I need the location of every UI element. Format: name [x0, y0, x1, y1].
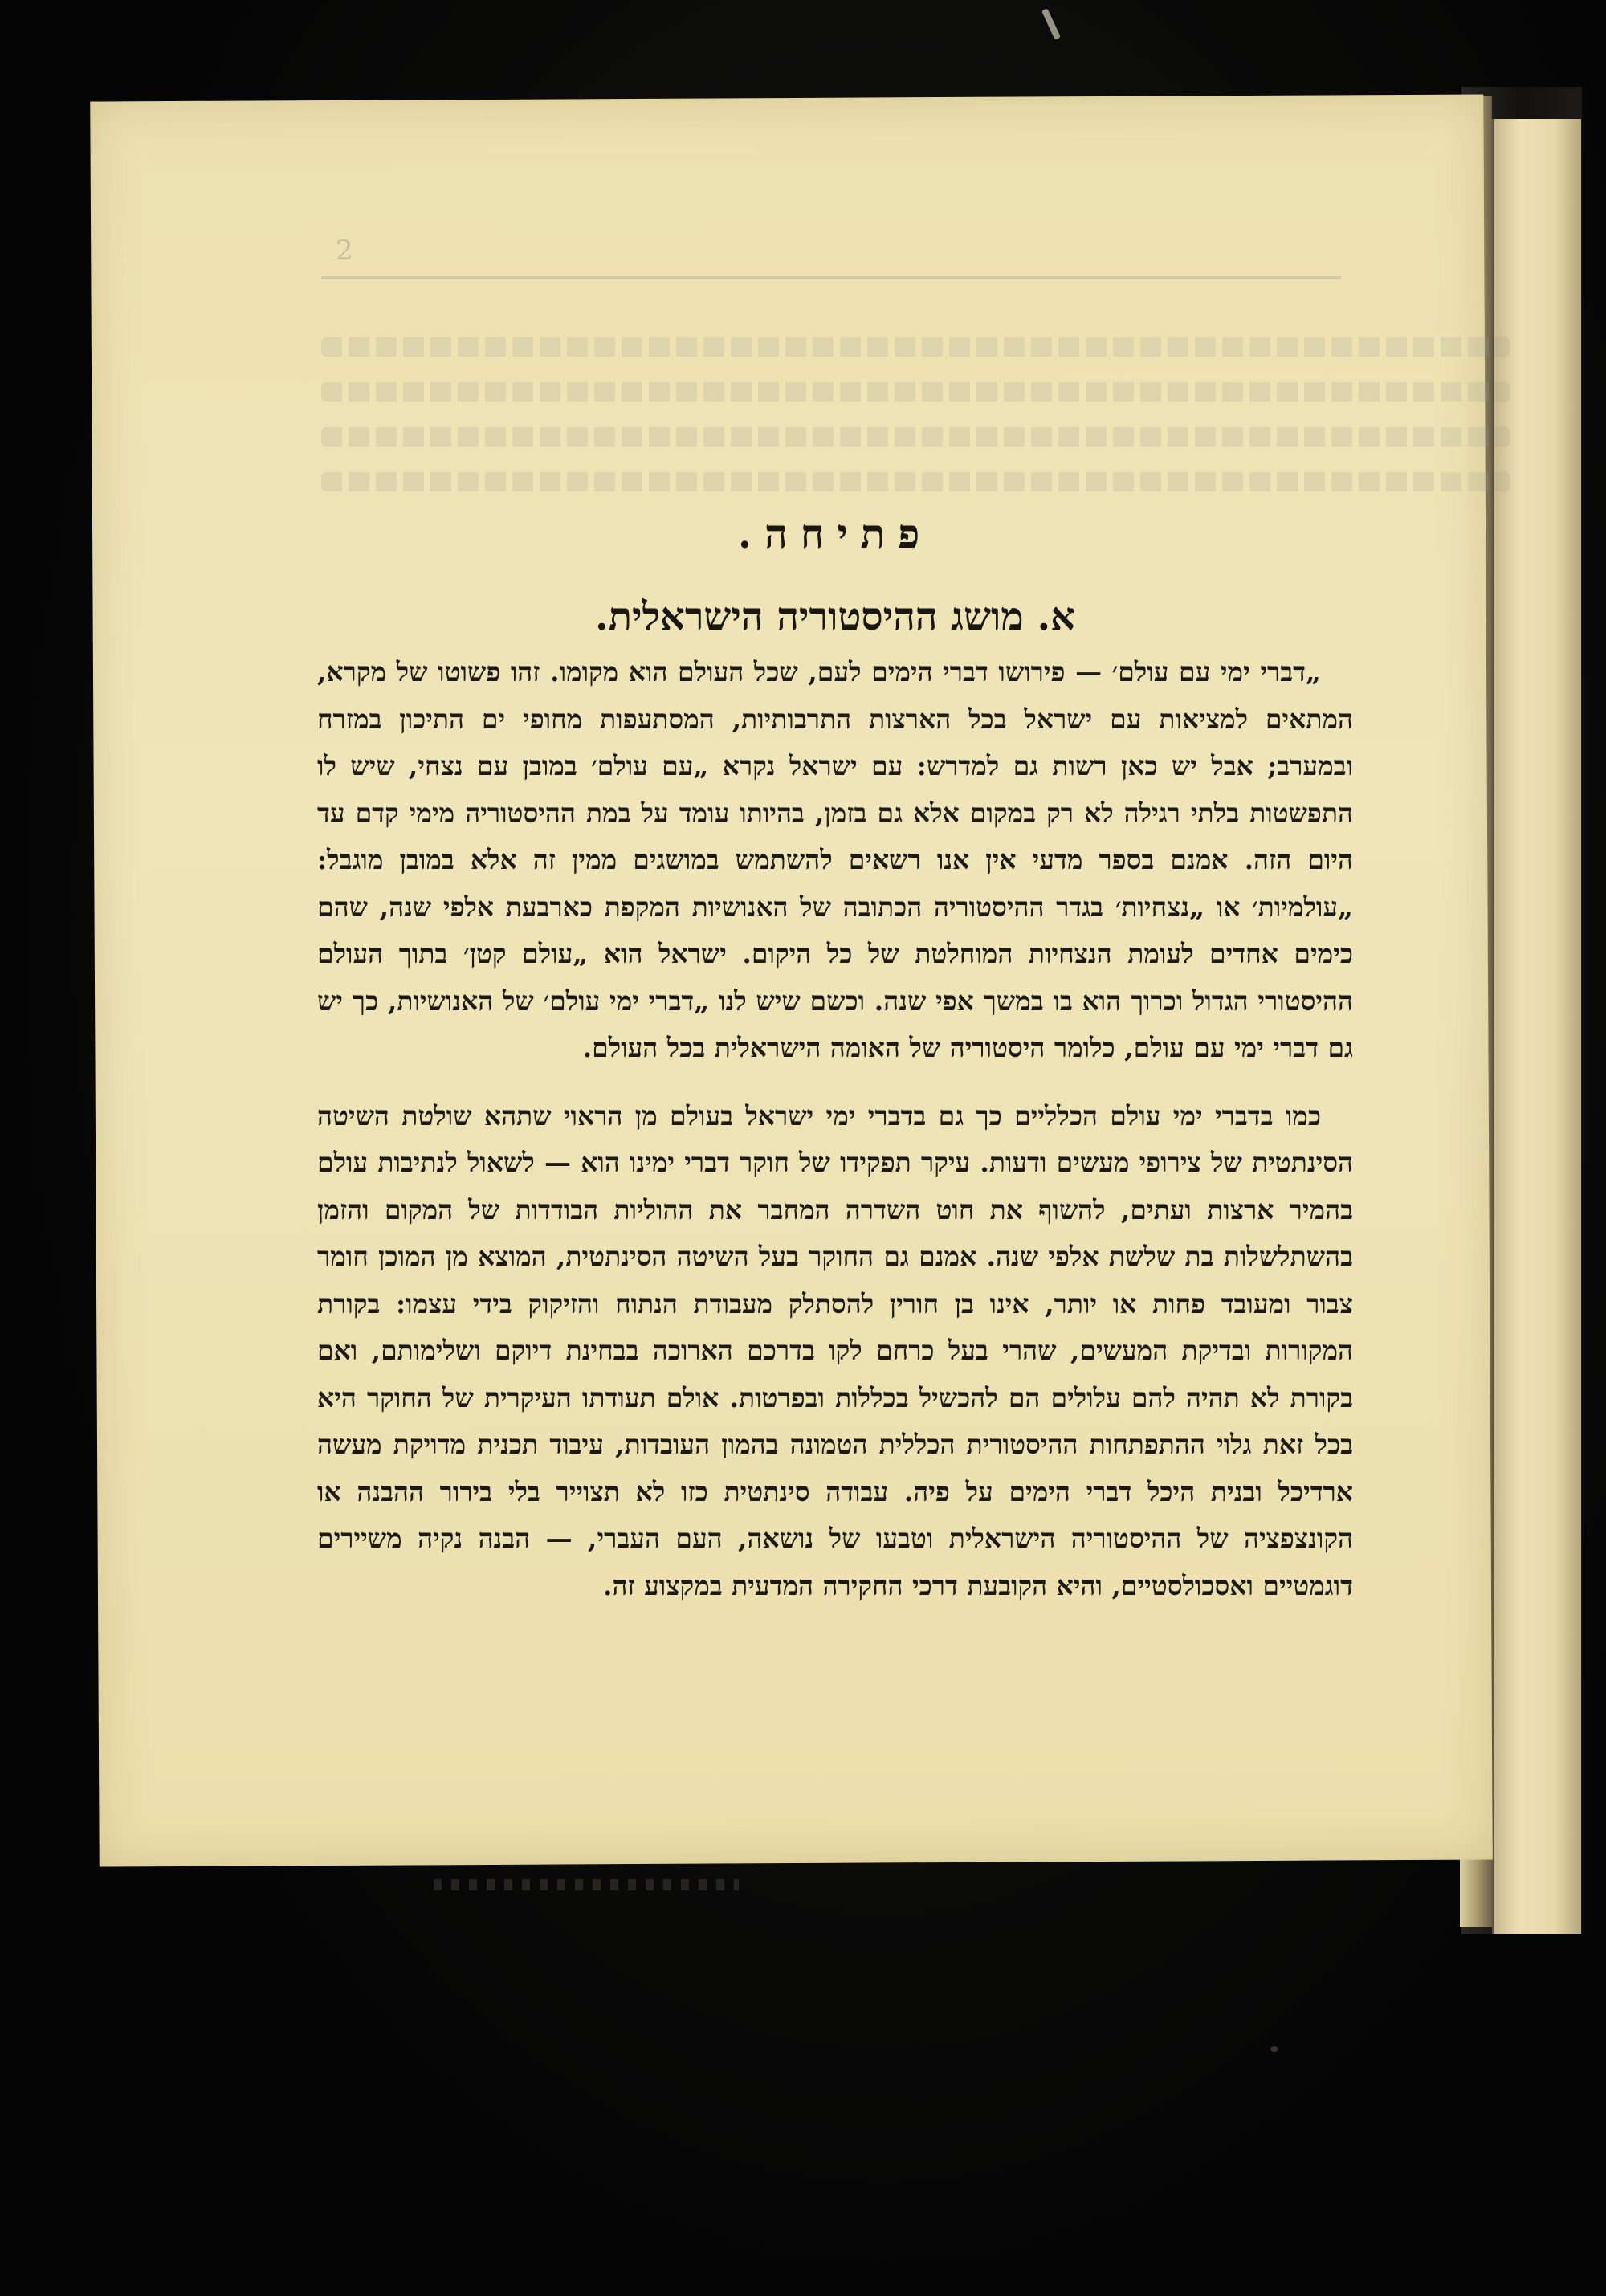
- paragraph: „דברי ימי עם עולם׳ — פירושו דברי הימים לעם, שכל העולם הוא מקומו. זהו פשוטו של מקרא, המתאים למציאות עם ישראל בכל הארצות התרבותיות, המסתעפות מחופי ים התיכון במזרח ובמערב; אבל יש כאן רשות גם למדרש: עם ישראל נקרא „עם עולם׳ במובן עם נצחי, שיש לו התפשטות בלתי רגילה לא רק במקום אלא גם בזמן, בהיותו עומד על במת ההיסטוריה מימי קדם עד היום הזה. אמנם בספר מדעי אין אנו רשאים להשתמש במושגים ממין זה אלא במובן מוגבל: „עולמיות׳ או „נצחיות׳ בגדר ההיסטוריה הכתובה של האנושיות המקפת כארבעת אלפי שנה, שהם כימים אחדים לעומת הנצחיות המוחלטת של כל היקום. ישראל הוא „עולם קטן׳ בתוך העולם ההיסטורי הגדול וכרוך הוא בו במשך אפי שנה. וכשם שיש לנו „דברי ימי עולם׳ של האנושיות, כך יש גם דברי ימי עם עולם, כלומר היסטוריה של האומה הישראלית בכל העולם.: [317, 656, 1353, 1063]
- bleed-through-line: [321, 472, 1510, 491]
- chapter-title: פתיחה.: [737, 510, 933, 557]
- paragraph: כמו בדברי ימי עולם הכלליים כך גם בדברי ימי ישראל בעולם מן הראוי שתהא שולטת השיטה הסינתטית של צירופי מעשים ודעות. עיקר תפקידו של חוקר דברי ימינו הוא — לשאול לנתיבות עולם בהמיר ארצות ועתים, להשוף את חוט השדרה המחבר את ההוליות הבודדות של המקום והזמן בהשתלשלות בת שלשת אלפי שנה. אמנם גם החוקר בעל השיטה הסינתטית, המוצא מן המוכן חומר צבור ומעובד פחות או יותר, אינו בן חורין להסתלק מעבודת הנתוח והזיקוק בידי עצמו: בקורת המקורות ובדיקת המעשים, שהרי בעל כרחם לקו בדרכם הארוכה בבחינת דיוקם ושלימותם, ואם בקורת לא תהיה להם עלולים הם להכשיל בכללות ובפרטות. אולם תעודתו העיקרית של החוקר היא בכל זאת גלוי ההתפתחות ההיסטורית הכללית הטמונה בהמון העובדות, עיבוד תכנית מדויקת מעשה ארדיכל ובנית היכל דברי הימים על פיה. עבודה סינתטית כזו לא תצוייר בלי בירור ההבנה או הקונצפציה של ההיסטוריה הישראלית וטבעו של נושאה, העם העברי, — הבנה נקיה משיירים דוגמטיים ואסכולסטיים, והיא הקובעת דרכי החקירה המדעית במקצוע זה.: [317, 1099, 1353, 1601]
- ink-smudge: [434, 1879, 739, 1890]
- bleed-through-line: [321, 427, 1510, 447]
- ink-dot: [1270, 2046, 1278, 2052]
- bleed-through-line: [321, 337, 1510, 357]
- bleed-through-header-rule: [321, 276, 1341, 279]
- body-text: [317, 649, 1353, 1609]
- bleed-through-line: [321, 382, 1510, 402]
- bleed-through-page-number: 2: [336, 234, 353, 267]
- section-title: א. מושג ההיסטוריה הישראלית.: [595, 594, 1075, 639]
